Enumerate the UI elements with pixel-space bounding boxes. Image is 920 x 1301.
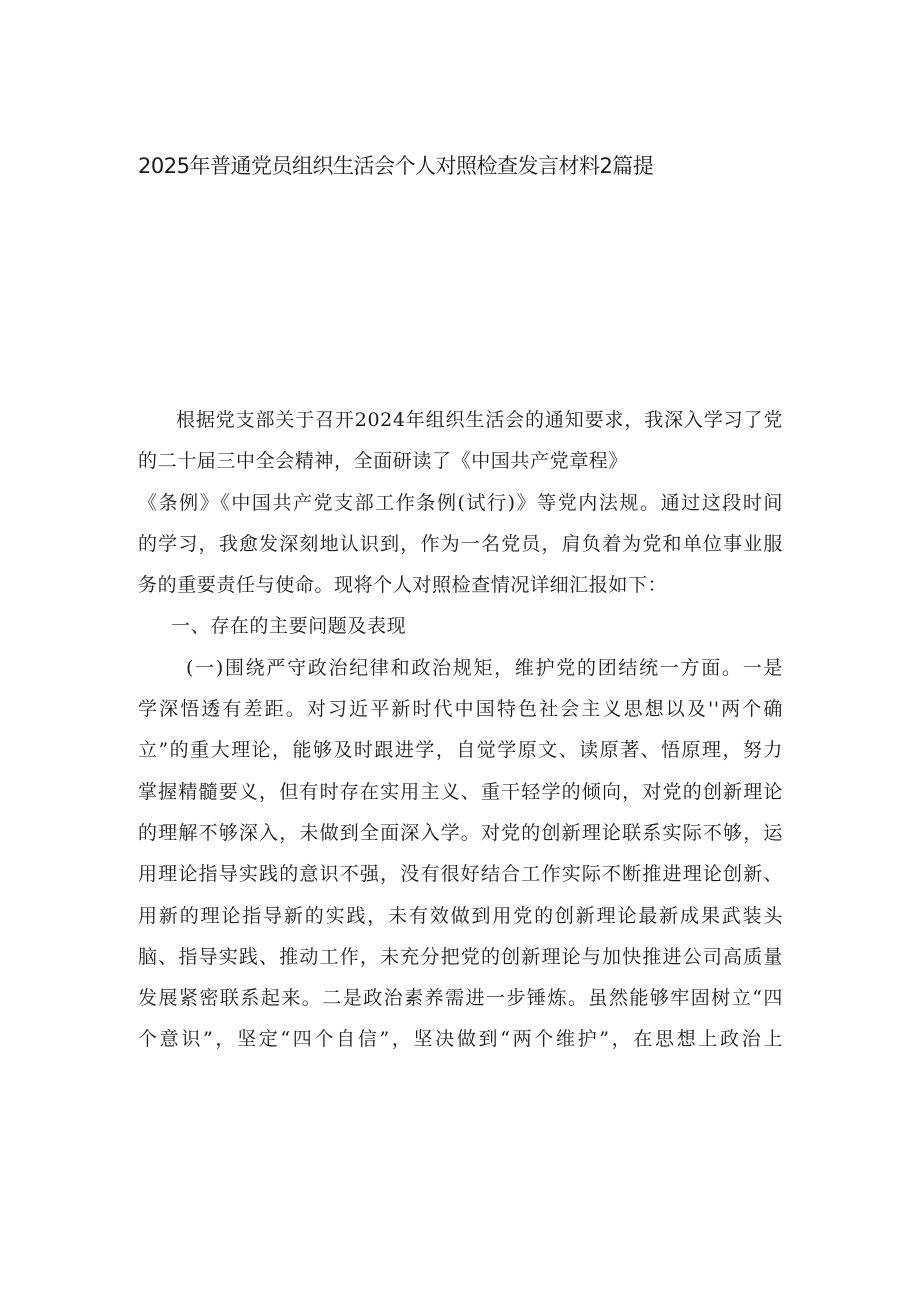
text-line: 学深悟透有差距。对习近平新时代中国特色社会主义思想以及''两个确	[138, 698, 783, 721]
text-line: 掌握精髓要义，但有时存在实用主义、重干轻学的倾向，对党的创新理论	[138, 780, 783, 803]
text-line: 发展紧密联系起来。二是政治素养需进一步锤炼。虽然能够牢固树立“四	[138, 987, 783, 1010]
text-line: 务的重要责任与使命。现将个人对照检查情况详细汇报如下：	[138, 574, 668, 597]
text-line: 用理论指导实践的意识不强，没有很好结合工作实际不断推进理论创新、	[138, 863, 783, 886]
document-body	[138, 400, 783, 1061]
text-line: 的学习，我愈发深刻地认识到，作为一名党员，肩负着为党和单位事业服	[138, 532, 783, 555]
text-line: 的理解不够深入，未做到全面深入学。对党的创新理论联系实际不够，运	[138, 821, 783, 844]
text-line: 个意识”，坚定“四个自信”，坚决做到“两个维护”，在思想上政治上	[138, 1028, 783, 1051]
text-line: 脑、指导实践、推动工作，未充分把党的创新理论与加快推进公司高质量	[138, 945, 783, 968]
text-line: 《条例》《中国共产党支部工作条例(试行)》等党内法规。通过这段时间	[138, 491, 783, 514]
text-line: (一)围绕严守政治纪律和政治规矩，维护党的团结统一方面。一是	[186, 656, 783, 679]
section-heading: 一、存在的主要问题及表现	[171, 615, 407, 638]
text-line: 根据党支部关于召开2024年组织生活会的通知要求，我深入学习了党	[176, 409, 783, 431]
document-title: 2025年普通党员组织生活会个人对照检查发言材料2篇提	[138, 154, 654, 178]
text-line: 的二十届三中全会精神，全面研读了《中国共产党章程》	[138, 450, 629, 473]
text-line: 用新的理论指导新的实践，未有效做到用党的创新理论最新成果武装头	[138, 904, 783, 927]
text-line: 立”的重大理论，能够及时跟进学，自觉学原文、读原著、悟原理，努力	[138, 739, 783, 762]
